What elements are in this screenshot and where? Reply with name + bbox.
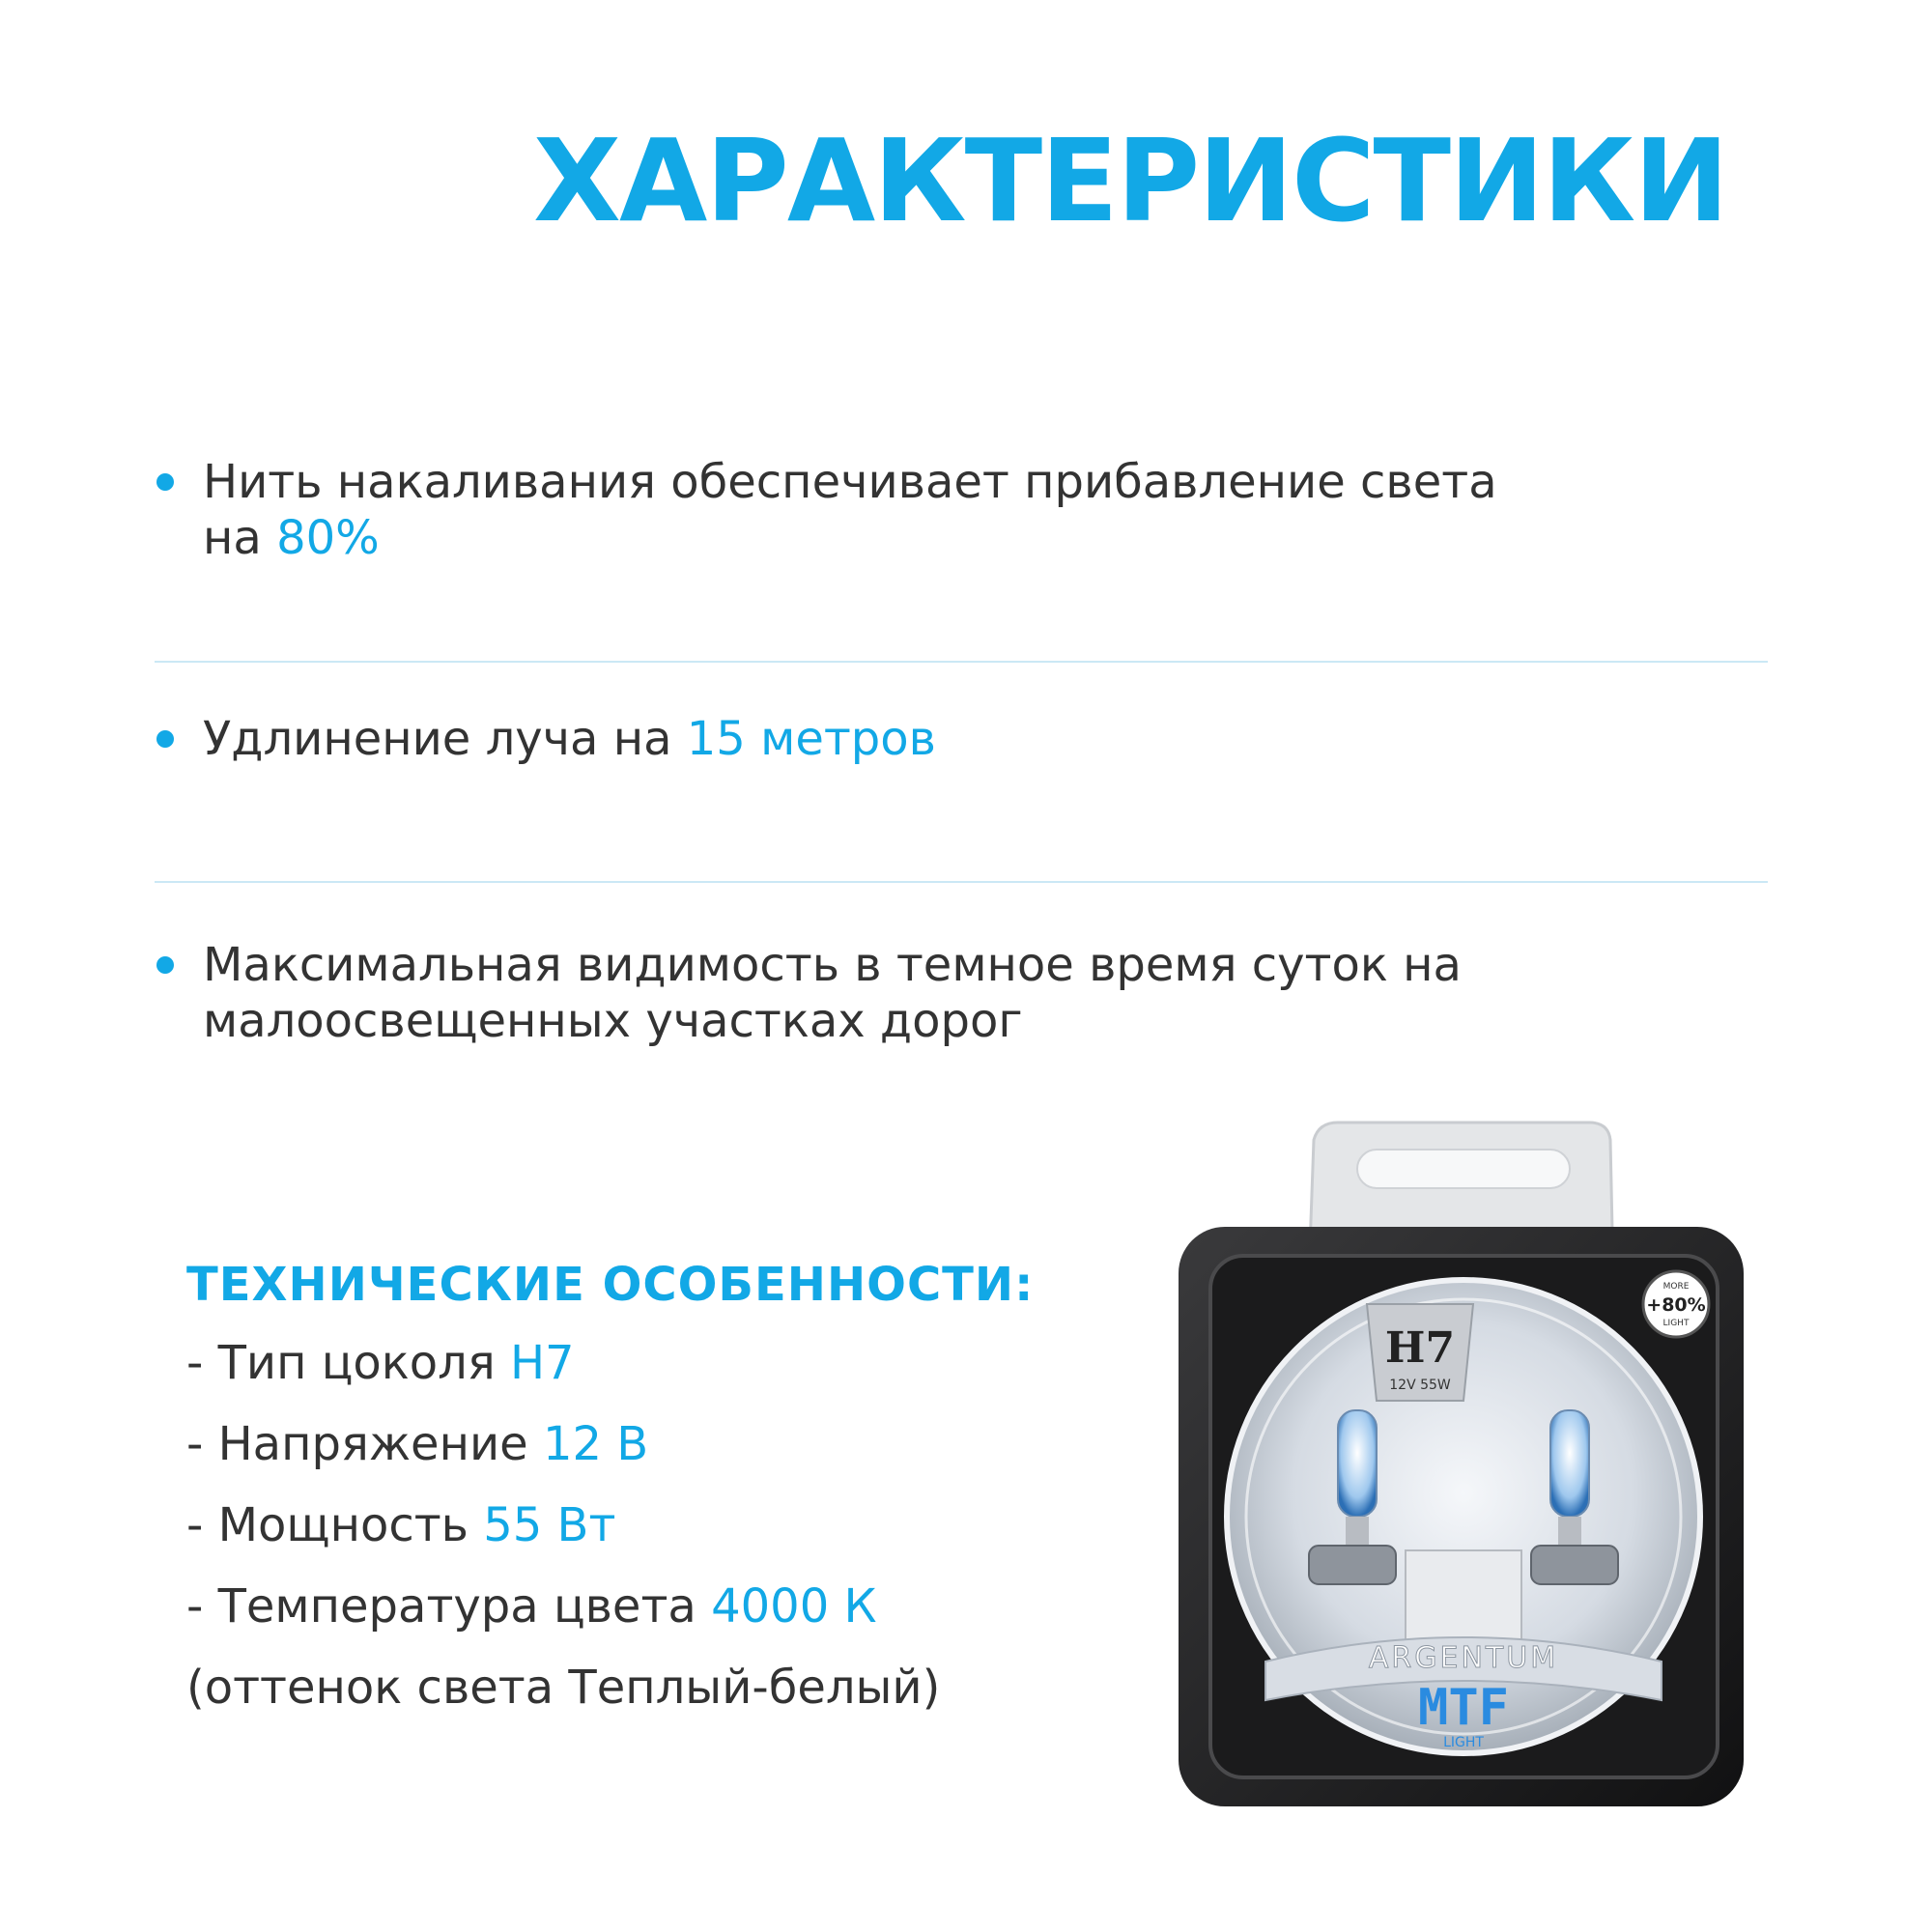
series-label: ARGENTUM (1368, 1641, 1559, 1675)
feature-text-line: Удлинение луча на 15 метров (203, 712, 936, 766)
brand-sub: LIGHT (1443, 1735, 1484, 1750)
type-label: H7 (1384, 1323, 1456, 1373)
rating-label: 12V 55W (1389, 1378, 1451, 1393)
bullet-dot (156, 730, 174, 748)
divider (155, 881, 1768, 883)
feature-text-line2: на 80% (203, 511, 380, 565)
spec-power: - Мощность 55 Вт (186, 1498, 616, 1552)
page-title: ХАРАКТЕРИСТИКИ (533, 114, 1727, 247)
feature-text-line2: малоосвещенных участках дорог (203, 994, 1023, 1048)
spec-note: (оттенок света Теплый-белый) (186, 1661, 941, 1715)
bullet-dot (156, 473, 174, 491)
divider (155, 661, 1768, 663)
product-package-image (1174, 1121, 1753, 1826)
feature-text: Максимальная видимость в темное время суток на (203, 938, 1462, 992)
spec-color-temp: - Температура цвета 4000 К (186, 1579, 877, 1634)
badge-bottom: LIGHT (1662, 1319, 1690, 1328)
badge-top: MORE (1662, 1282, 1690, 1292)
spec-voltage: - Напряжение 12 В (186, 1417, 649, 1471)
badge-value: +80% (1646, 1294, 1706, 1316)
feature-highlight: 80% (276, 511, 380, 565)
brand-logo: MTF (1418, 1679, 1509, 1737)
feature-text: Нить накаливания обеспечивает прибавление света (203, 455, 1497, 509)
bullet-dot (156, 956, 174, 974)
feature-filament (203, 454, 1710, 566)
feature-highlight: 15 метров (686, 712, 936, 766)
feature-visibility (203, 937, 1710, 1049)
spec-base: - Тип цоколя H7 (186, 1336, 575, 1390)
feature-beam (203, 711, 1710, 767)
tech-heading: ТЕХНИЧЕСКИЕ ОСОБЕННОСТИ: (186, 1258, 1035, 1312)
